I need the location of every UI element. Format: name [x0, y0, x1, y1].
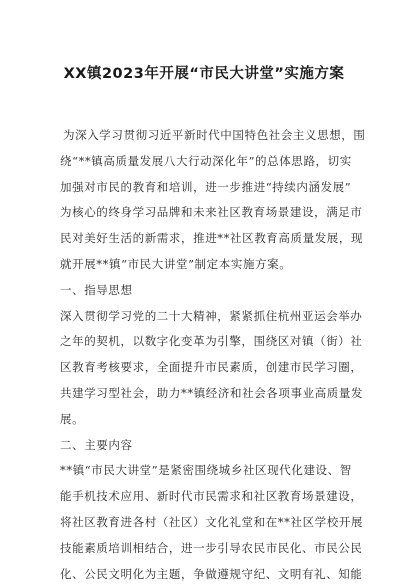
document-body	[60, 123, 366, 587]
body-line: 为深入学习贯彻习近平新时代中国特色社会主义思想，围	[63, 128, 366, 142]
body-line: 加强对市民的教育和培训，进一步推进“持续内涵发展”	[60, 179, 352, 194]
body-line: 为核心的终身学习品牌和未来社区教育场景建设，满足市	[60, 205, 363, 220]
body-line: 展。	[60, 411, 85, 426]
body-line: 化、公民文明化为主题，争做遵规守纪、文明有礼、知能	[60, 566, 363, 581]
body-line: 民对美好生活的新需求，推进**社区教育高质量发展，现	[60, 231, 364, 246]
body-line: 深入贯彻学习党的二十大精神，紧紧抓住杭州亚运会举办	[60, 308, 363, 323]
body-line: 技能素质培训相结合，进一步引导农民市民化、市民公民	[60, 540, 363, 555]
body-line: 将社区教育进各村（社区）文化礼堂和在**社区学校开展	[60, 514, 364, 529]
body-line: 区教育考核要求，全面提升市民素质，创建市民学习圈，	[60, 360, 363, 375]
body-line: 共建学习型社会，助力**镇经济和社会各项事业高质量发	[60, 385, 364, 400]
body-line: 之年的契机，以数字化变革为引擎，围绕区对镇（街）社	[60, 334, 363, 349]
section-heading: 一、指导思想	[60, 282, 133, 297]
document-title: XX镇2023年开展“市民大讲堂”实施方案	[63, 66, 345, 82]
body-line: 绕“**镇高质量发展八大行动深化年”的总体思路，切实	[60, 153, 352, 168]
body-line: 就开展**镇“市民大讲堂”制定本实施方案。	[60, 256, 292, 271]
body-line: **镇“市民大讲堂”是紧密围绕城乡社区现代化建设、智	[60, 463, 352, 478]
body-line: 能手机技术应用、新时代市民需求和社区教育场景建设，	[60, 489, 363, 504]
section-heading: 二、主要内容	[60, 437, 133, 452]
